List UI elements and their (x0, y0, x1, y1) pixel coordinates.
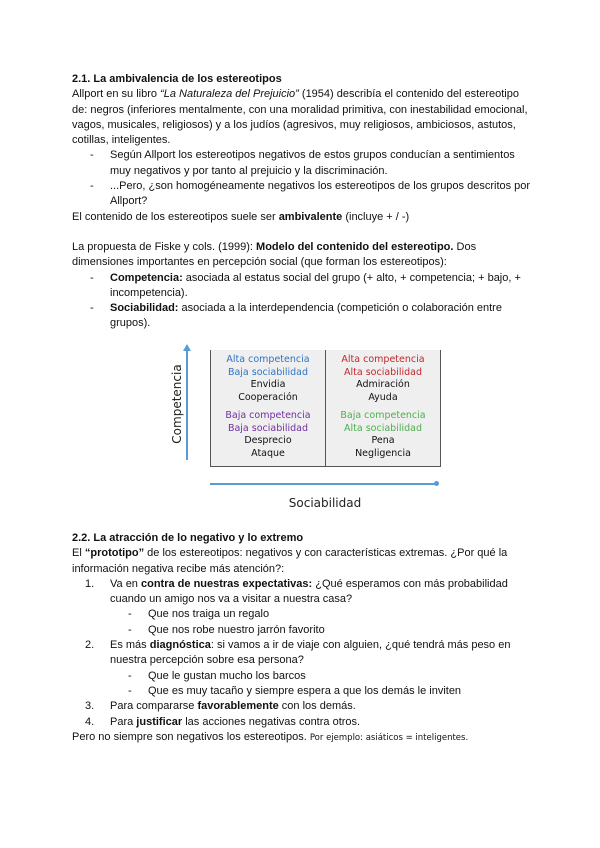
list-number: 2. (85, 639, 95, 652)
quadrant-baja-comp-alta-soc (326, 410, 440, 460)
list-item (72, 638, 532, 669)
quadrant-heading: Alta competencia (226, 354, 310, 365)
text: La propuesta de Fiske y cols. (1999): (72, 240, 257, 253)
bold-term: Competencia: (110, 271, 183, 284)
dimension-bullets (72, 271, 532, 332)
list-item (72, 179, 532, 210)
ambivalence-conclusion (72, 210, 532, 225)
quadrant-heading: Baja competencia (225, 410, 311, 421)
behavior: Ayuda (368, 391, 398, 403)
text: Para (110, 715, 137, 728)
bullet-text: Que nos traiga un regalo (148, 608, 270, 621)
quadrant-alta-comp-baja-soc (211, 354, 325, 404)
behavior: Negligencia (355, 447, 411, 459)
list-number: 1. (85, 577, 95, 590)
section-ambivalencia (72, 72, 532, 332)
quadrant-heading: Alta competencia (341, 354, 425, 365)
bullet-text: asociada a la interdependencia (competición o colaboración entre grupos). (110, 302, 502, 330)
emotion: Envidia (250, 379, 286, 390)
section-atraccion-negativo (72, 531, 532, 746)
text: Va en (110, 577, 141, 590)
bold-term: “prototipo” (84, 547, 145, 560)
text: con los demás. (278, 700, 356, 713)
list-number: 4. (85, 715, 95, 728)
allport-paragraph (72, 87, 532, 148)
quadrant-heading: Baja sociabilidad (227, 366, 309, 378)
bullet-dash: - (90, 149, 94, 162)
bullet-text: Según Allport los estereotipos negativos de estos grupos conducían a sentimientos muy negativos y por tanto al prejuicio y la discriminación. (110, 149, 515, 177)
section-2-title: 2.2. La atracción de lo negativo y lo extremo (72, 532, 304, 544)
sub-list (72, 607, 532, 638)
bullet-text: Que nos robe nuestro jarrón favorito (148, 623, 325, 636)
text: de los estereotipos: negativos y con características extremas. ¿Por qué la información negativa recibe más atención?: (72, 547, 508, 575)
text: El (72, 547, 85, 560)
text: ¿Qué esperamos con más probabilidad cuando un amigo nos va a visitar a nuestra casa? (110, 577, 508, 606)
allport-bullets (72, 148, 532, 209)
stereotype-content-diagram (160, 345, 450, 515)
bold-term: ambivalente (278, 210, 343, 223)
reasons-list (72, 577, 532, 608)
bullet-dash: - (128, 684, 132, 697)
quadrant-heading: Alta sociabilidad (344, 366, 422, 378)
list-number: 3. (85, 700, 95, 713)
list-item (72, 607, 532, 622)
text: las acciones negativas contra otros. (182, 715, 361, 728)
bullet-text: asociada al estatus social del grupo (+ alto, + competencia; + bajo, + incompetencia). (110, 271, 521, 299)
bullet-dash: - (90, 180, 94, 193)
bold-term: favorablemente (197, 700, 279, 713)
quadrant-baja-comp-baja-soc (211, 410, 325, 460)
prototype-paragraph (72, 546, 532, 577)
list-item (72, 623, 532, 638)
list-item (72, 669, 532, 684)
bullet-dash: - (128, 623, 132, 636)
reasons-list (72, 699, 532, 730)
left-column (211, 350, 325, 466)
emotion: Pena (371, 435, 395, 446)
emotion: Admiración (356, 379, 410, 390)
x-axis-label: Sociabilidad (288, 496, 362, 510)
quadrant-alta-comp-alta-soc (326, 354, 440, 404)
text: Pero no siempre son negativos los estereotipos. (72, 730, 310, 743)
list-item (72, 715, 532, 730)
list-item (72, 148, 532, 179)
bullet-dash: - (90, 271, 94, 284)
quadrant-heading: Alta sociabilidad (344, 422, 422, 434)
bold-term: diagnóstica (149, 639, 211, 652)
fiske-paragraph (72, 240, 532, 271)
list-item (72, 684, 532, 699)
text: : si vamos a ir de viaje con alguien, ¿qué tendrá más peso en nuestra percepción sobre esa persona? (110, 639, 511, 667)
right-column (325, 350, 440, 466)
text: Para compararse (110, 700, 198, 713)
text: Allport en su libro (72, 88, 161, 101)
text: Es más (110, 639, 150, 652)
quadrant-grid (210, 350, 441, 467)
text: Dos dimensiones importantes en percepción social (que forman los estereotipos): (72, 240, 477, 269)
bullet-text: Que es muy tacaño y siempre espera a que los demás le inviten (148, 684, 462, 697)
quadrant-heading: Baja sociabilidad (227, 422, 309, 434)
competencia-axis-arrow-icon (186, 350, 188, 460)
list-item (72, 301, 532, 332)
bold-term: Sociabilidad: (110, 302, 179, 315)
y-axis-label: Competencia (170, 364, 184, 444)
bullet-text: ...Pero, ¿son homogéneamente negativos los estereotipos de los grupos descritos por Allport? (110, 180, 531, 208)
bullet-text: Que le gustan mucho los barcos (148, 669, 306, 682)
bold-term: contra de nuestras expectativas: (141, 577, 313, 590)
text: (incluye + / -) (342, 210, 410, 223)
example-note: Por ejemplo: asiáticos = inteligentes. (309, 732, 469, 743)
behavior: Ataque (251, 447, 285, 459)
list-item (72, 699, 532, 714)
closing-paragraph (72, 730, 532, 746)
bullet-dash: - (90, 302, 94, 315)
emotion: Desprecio (244, 435, 292, 446)
behavior: Cooperación (238, 391, 298, 403)
list-item (72, 577, 532, 608)
reasons-list (72, 638, 532, 669)
book-title: “La Naturaleza del Prejuicio” (160, 88, 299, 101)
text: (1954) describía el contenido del estereotipo de: negros (inferiores mentalmente, con una moralidad primitiva, con inestabilidad emocional, vagos, musicales, religiosos) y a los judíos (agresivos, muy religiosos, ambiciosos, astutos, cotillas, inteligentes. (72, 88, 528, 147)
sub-list (72, 669, 532, 700)
bold-term: justificar (136, 715, 183, 728)
bullet-dash: - (128, 608, 132, 621)
sociabilidad-axis-arrow-icon (210, 483, 436, 485)
bullet-dash: - (128, 669, 132, 682)
text: El contenido de los estereotipos suele ser (72, 210, 279, 223)
bold-term: Modelo del contenido del estereotipo. (256, 240, 454, 253)
list-item (72, 271, 532, 302)
section-1-title: 2.1. La ambivalencia de los estereotipos (72, 73, 282, 85)
quadrant-heading: Baja competencia (340, 410, 426, 421)
